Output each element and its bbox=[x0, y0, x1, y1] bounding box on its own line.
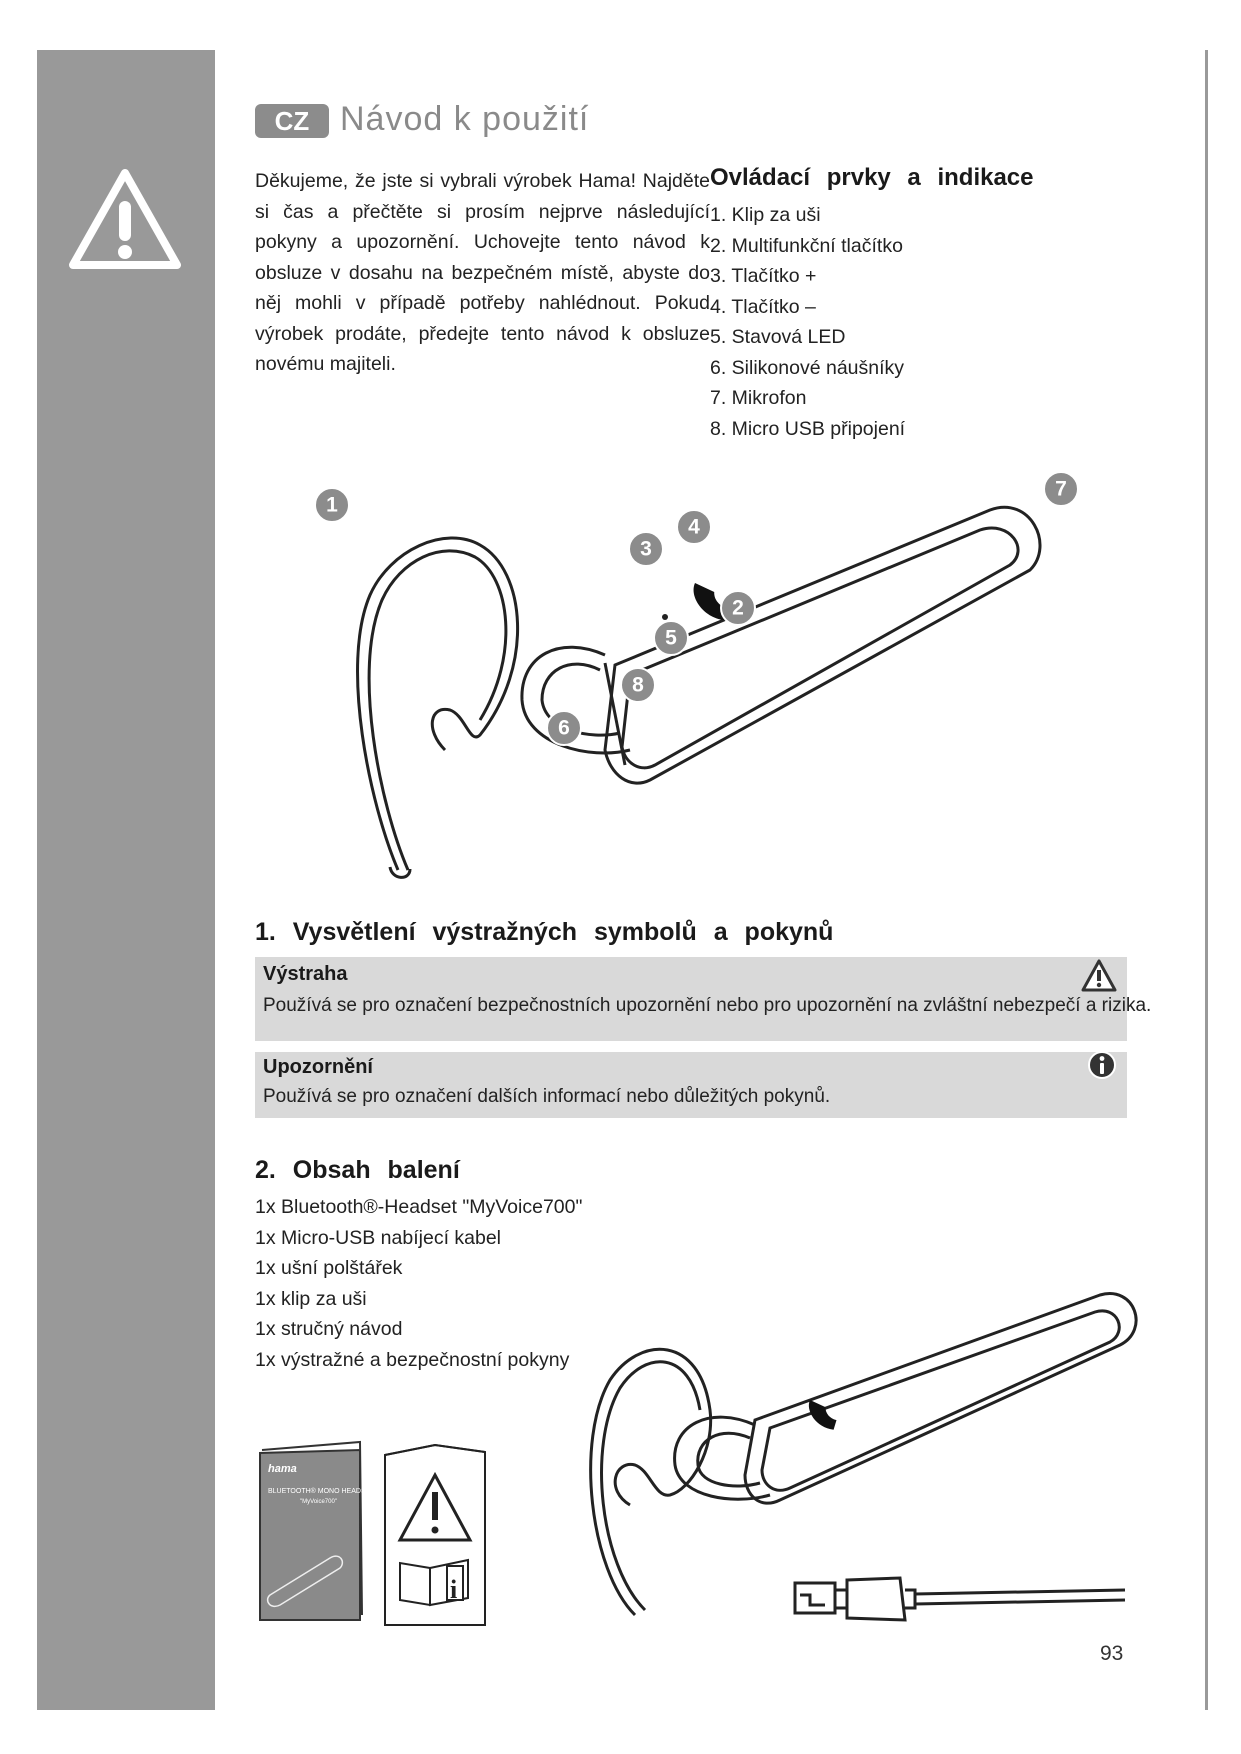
svg-text:1: 1 bbox=[326, 493, 338, 517]
svg-text:6: 6 bbox=[558, 716, 570, 740]
usb-cable-illustration bbox=[795, 1578, 1125, 1620]
document-title: Návod k použití bbox=[340, 100, 590, 138]
controls-list bbox=[710, 200, 905, 444]
list-item: 6. Silikonové náušníky bbox=[710, 356, 905, 379]
warning-triangle-icon bbox=[65, 165, 185, 275]
svg-text:2: 2 bbox=[732, 596, 744, 620]
list-item: 7. Mikrofon bbox=[710, 387, 807, 409]
status-led-dot bbox=[662, 614, 668, 620]
list-item: 4. Tlačítko – bbox=[710, 295, 816, 318]
list-item: 5. Stavová LED bbox=[710, 326, 846, 348]
headset-illustration bbox=[675, 1294, 1137, 1504]
list-item: 1x výstražné a bezpečnostní pokyny bbox=[255, 1348, 570, 1371]
svg-text:5: 5 bbox=[665, 626, 677, 650]
list-item: 8. Micro USB připojení bbox=[710, 417, 906, 440]
list-item: 1x ušní polštářek bbox=[255, 1257, 403, 1279]
info-icon bbox=[1087, 1050, 1117, 1080]
package-contents-illustration bbox=[250, 1240, 1130, 1640]
callout-6 bbox=[547, 711, 581, 745]
warning-triangle-icon bbox=[1081, 959, 1117, 993]
controls-heading: Ovládací prvky a indikace bbox=[710, 164, 1034, 191]
callout-5 bbox=[654, 621, 688, 655]
headset-diagram bbox=[326, 477, 1110, 890]
warning-text: Používá se pro označení bezpečnostních upozornění nebo pro upozornění na zvláštní nebezpečí a rizika. bbox=[263, 995, 1152, 1016]
note-text: Používá se pro označení dalších informací nebo důležitých pokynů. bbox=[263, 1086, 831, 1107]
warning-notice bbox=[255, 957, 1152, 1041]
booklet-brand: hama bbox=[268, 1463, 297, 1475]
callout-2 bbox=[721, 591, 755, 625]
callout-4 bbox=[677, 510, 711, 544]
svg-text:i: i bbox=[450, 1575, 458, 1604]
note-notice bbox=[255, 1052, 1127, 1118]
manual-booklet-illustration bbox=[260, 1442, 375, 1620]
callout-7 bbox=[1044, 472, 1078, 506]
svg-text:4: 4 bbox=[688, 515, 700, 539]
list-item: 1x stručný návod bbox=[255, 1318, 403, 1340]
list-item: 1x klip za uši bbox=[255, 1287, 367, 1310]
headset-body-illustration bbox=[522, 507, 1040, 783]
section-1-heading: 1. Vysvětlení výstražných symbolů a pokynů bbox=[255, 918, 834, 946]
ear-hook-illustration bbox=[591, 1349, 711, 1615]
right-margin-rule bbox=[1205, 50, 1208, 1710]
svg-text:8: 8 bbox=[632, 673, 644, 697]
note-title: Upozornění bbox=[263, 1056, 373, 1078]
side-bar bbox=[37, 50, 215, 1710]
ear-hook-illustration bbox=[358, 538, 518, 877]
language-badge: CZ bbox=[255, 104, 329, 138]
list-item: 3. Tlačítko + bbox=[710, 265, 817, 287]
booklet-model: "MyVoice700" bbox=[300, 1499, 337, 1505]
svg-text:7: 7 bbox=[1055, 477, 1067, 501]
callout-1 bbox=[315, 488, 349, 522]
callout-3 bbox=[629, 532, 663, 566]
page-number: 93 bbox=[1100, 1642, 1124, 1665]
booklet-product-line: BLUETOOTH® MONO HEADSET bbox=[268, 1488, 375, 1495]
list-item: 1x Bluetooth®-Headset "MyVoice700" bbox=[255, 1196, 583, 1218]
list-item: 1. Klip za uši bbox=[710, 204, 821, 226]
list-item: 2. Multifunkční tlačítko bbox=[710, 234, 903, 257]
warning-title: Výstraha bbox=[263, 963, 348, 985]
callout-8 bbox=[621, 668, 655, 702]
list-item: 1x Micro-USB nabíjecí kabel bbox=[255, 1226, 502, 1249]
svg-text:3: 3 bbox=[640, 537, 652, 561]
intro-paragraph: Děkujeme, že jste si vybrali výrobek Hama! Najděte si čas a přečtěte si prosím nejprve následující pokyny a upozornění. Uchovejte tento návod k obsluze v dosahu na bezpečném místě, abyste do něj mohli v případě potřeby nahlédnout. Pokud výrobek prodáte, předejte tento návod k obsluze novému majiteli. bbox=[255, 170, 710, 375]
section-2-heading: 2. Obsah balení bbox=[255, 1156, 460, 1184]
safety-booklet-illustration bbox=[385, 1445, 485, 1625]
